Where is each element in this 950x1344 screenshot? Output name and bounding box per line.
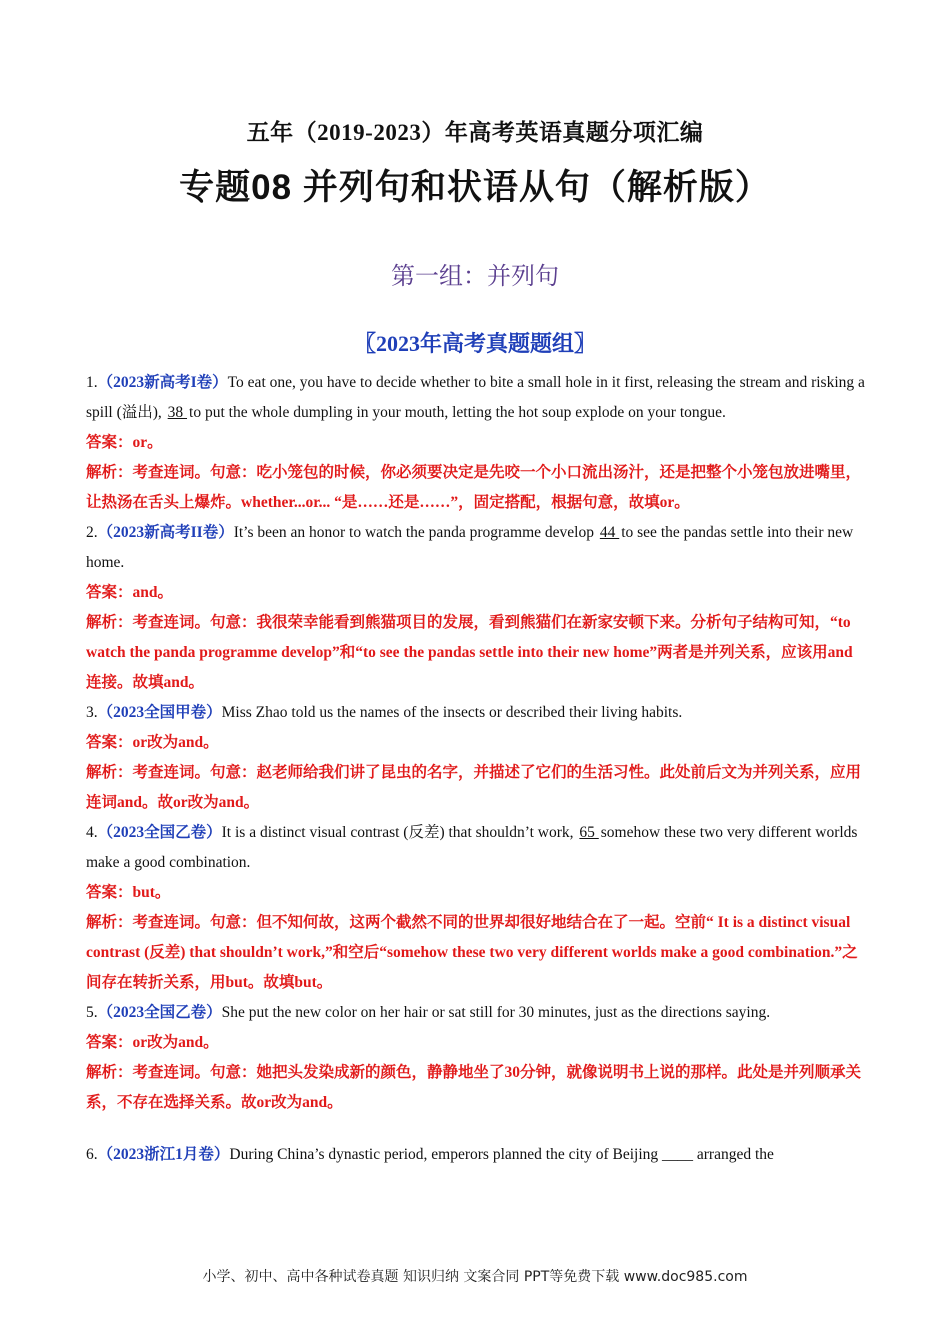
- question-1: [86, 368, 866, 428]
- question-3: [86, 698, 866, 728]
- question-4: [86, 818, 866, 878]
- question-source: （2023新高考I卷）: [97, 374, 228, 391]
- answer-3: 答案：or改为and。: [86, 734, 219, 751]
- answer-2: 答案：and。: [86, 584, 173, 601]
- question-text: to see the pandas settle into their new home.: [86, 524, 854, 571]
- answer-5: 答案：or改为and。: [86, 1034, 219, 1051]
- question-text: She put the new color on her hair or sat still for 30 minutes, just as the directions saying.: [221, 1004, 771, 1021]
- question-source: （2023新高考II卷）: [97, 524, 234, 541]
- question-text: During China’s dynastic period, emperors planned the city of Beijing: [229, 1146, 663, 1163]
- question-text: Miss Zhao told us the names of the insects or described their living habits.: [221, 704, 683, 721]
- question-number: 6.: [86, 1146, 98, 1163]
- question-blank: 38: [167, 404, 188, 421]
- analysis-2: 解析：考查连词。句意：我很荣幸能看到熊猫项目的发展，看到熊猫们在新家安顿下来。分析句子结构可知，“to watch the panda programme develop”和“to see the pandas settle into their new home”两者是并列关系，应该用and连接。故填and。: [86, 614, 853, 691]
- question-number: 2.: [86, 524, 98, 541]
- question-source: （2023浙江1月卷）: [97, 1146, 230, 1163]
- analysis-4: 解析：考查连词。句意：但不知何故，这两个截然不同的世界却很好地结合在了一起。空前“ It is a distinct visual contrast (反差) that shouldn’t work,”和空后“somehow these two very different worlds make a good combination.”之间存在转折关系，用but。故填but。: [86, 914, 858, 991]
- question-6: [86, 1140, 866, 1170]
- section-title: 第一组：并列句: [391, 264, 559, 290]
- question-blank: ____: [662, 1146, 694, 1163]
- question-list: [86, 368, 866, 1170]
- question-number: 4.: [86, 824, 98, 841]
- title-line-2: 专题08 并列句和状语从句（解析版）: [179, 168, 771, 207]
- question-text: arranged the: [693, 1146, 774, 1163]
- question-number: 1.: [86, 374, 98, 391]
- question-source: （2023全国乙卷）: [97, 824, 222, 841]
- question-blank: 44: [599, 524, 620, 541]
- question-text: somehow these two very different worlds make a good combination.: [86, 824, 858, 871]
- question-text: to put the whole dumpling in your mouth, letting the hot soup explode on your tongue.: [189, 404, 726, 421]
- analysis-3: 解析：考查连词。句意：赵老师给我们讲了昆虫的名字，并描述了它们的生活习性。此处前后文为并列关系，应用连词and。故or改为and。: [86, 764, 862, 811]
- spacer: [86, 1118, 866, 1140]
- question-5: [86, 998, 866, 1028]
- answer-1: 答案：or。: [86, 434, 163, 451]
- question-text: It’s been an honor to watch the panda programme develop: [233, 524, 598, 541]
- group-title: 〖2023年高考真题题组〗: [353, 331, 596, 356]
- question-2: [86, 518, 866, 578]
- question-source: （2023全国甲卷）: [97, 704, 222, 721]
- question-source: （2023全国乙卷）: [97, 1004, 222, 1021]
- question-number: 5.: [86, 1004, 98, 1021]
- title-line-1: 五年（2019-2023）年高考英语真题分项汇编: [246, 120, 704, 145]
- question-number: 3.: [86, 704, 98, 721]
- answer-4: 答案：but。: [86, 884, 171, 901]
- question-text: It is a distinct visual contrast (反差) that shouldn’t work,: [221, 824, 578, 841]
- page-footer: 小学、初中、高中各种试卷真题 知识归纳 文案合同 PPT等免费下载 www.doc985.com: [202, 1269, 748, 1285]
- question-blank: 65: [579, 824, 599, 841]
- question-text: To eat one, you have to decide whether to bite a small hole in it first, releasing the stream and risking a spill (溢出),: [86, 374, 865, 421]
- analysis-1: 解析：考查连词。句意：吃小笼包的时候，你必须要决定是先咬一个小口流出汤汁，还是把整个小笼包放进嘴里，让热汤在舌头上爆炸。whether...or... “是……还是……”，固定搭配，根据句意，故填or。: [86, 464, 862, 511]
- analysis-5: 解析：考查连词。句意：她把头发染成新的颜色，静静地坐了30分钟，就像说明书上说的那样。此处是并列顺承关系，不存在选择关系。故or改为and。: [86, 1064, 862, 1111]
